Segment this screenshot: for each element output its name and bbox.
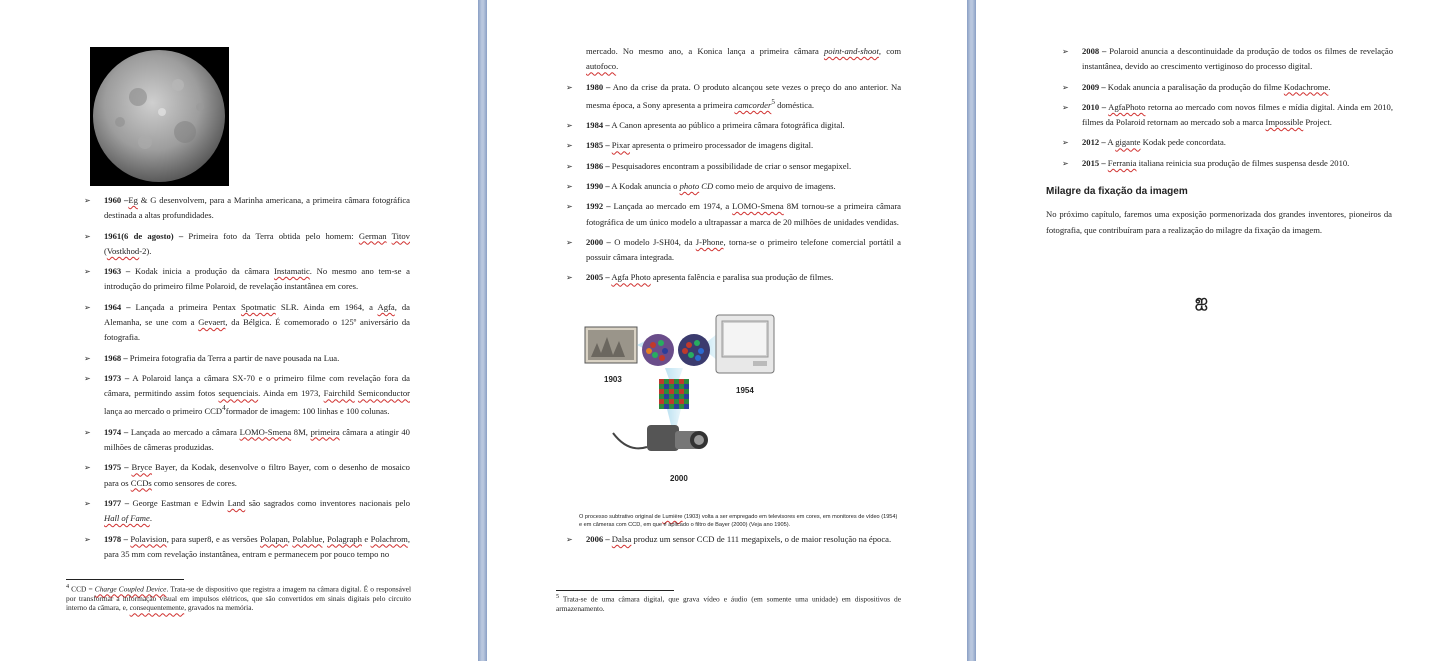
footnote-separator [556,590,674,591]
entry-text: 2006 – Dalsa produz um sensor CCD de 111 megapixels, o de maior resolução na época. [586,534,892,544]
document-page-1[interactable] [0,0,478,661]
arrow-bullet-icon: ➢ [84,373,91,383]
arrow-bullet-icon: ➢ [566,121,573,131]
arrow-bullet-icon: ➢ [566,535,573,544]
entry-text: 1974 – Lançada ao mercado a câmara LOMO-Smena 8M, primeira câmara a atingir 40 milhões de câmeras produzidas. [104,426,410,453]
page3-section [1046,172,1392,238]
continuation-text: mercado. No mesmo ano, a Konica lança a primeira câmara point-and-shoot, com autofoco. [586,46,902,72]
timeline-entry [1060,135,1393,150]
process-figure [583,313,783,488]
page3-body [1060,44,1393,176]
timeline-entry [1060,80,1393,95]
arrow-bullet-icon: ➢ [84,267,91,277]
entry-text: 1975 – Bryce Bayer, da Kodak, desenvolve o filtro Bayer, com o desenho de mosaico para os CCDs como sensores de cores. [104,462,410,488]
timeline-entry [564,80,901,113]
entry-text: 1978 – Polavision, para super8, e as versões Polapan, Polablue, Polagraph e Polachrom, para 35 mm com revelação instantânea, entram e permanecem por pouco tempo no [104,533,410,559]
timeline-entry [82,460,410,491]
page-gutter-right [967,0,976,661]
arrow-bullet-icon: ➢ [84,353,91,363]
entry-text: 2008 – Polaroid anuncia a descontinuidade da produção de todos os filmes de revelação instantânea, devido ao crescimento vertiginoso do processo digital. [1082,46,1394,72]
page2-body [564,44,901,291]
arrow-bullet-icon: ➢ [566,141,573,151]
arrow-bullet-icon: ➢ [84,302,91,312]
page-gutter-left [478,0,487,661]
arrow-bullet-icon: ➢ [84,231,91,241]
entry-text: 2015 – Ferrania italiana reinicia sua produção de filmes suspensa desde 2010. [1082,157,1350,168]
entry-text: 1985 – Pixar apresenta o primeiro processador de imagens digital. [586,140,814,151]
arrow-bullet-icon: ➢ [566,202,573,212]
arrow-bullet-icon: ➢ [566,273,573,283]
timeline-entry [82,425,410,456]
timeline-entry [82,532,410,563]
entry-text: 1977 – George Eastman e Edwin Land são sagrados como inventores nacionais pelo Hall of Fame. [104,497,410,524]
timeline-entry [82,193,410,224]
moon-photo [90,47,229,186]
arrow-bullet-icon: ➢ [84,498,91,508]
entry-text: 1986 – Pesquisadores encontram a possibilidade de criar o sensor megapixel. [586,160,852,171]
timeline-entry [82,351,410,366]
entry-text: 1990 – A Kodak anuncia o photo CD como meio de arquivo de imagens. [586,180,836,191]
entry-text: 1964 – Lançada a primeira Pentax Spotmatic SLR. Ainda em 1964, a Agfa, da Alemanha, se une com a Gevaert, da Bélgica. É comemorado o 125º aniversário da fotografia. [104,301,410,343]
ornament-icon: ஐ [1195,293,1208,310]
arrow-bullet-icon: ➢ [84,427,91,437]
arrow-bullet-icon: ➢ [566,237,573,247]
arrow-bullet-icon: ➢ [1062,82,1069,92]
entry-text: 1961(6 de agosto) – Primeira foto da Terra obtida pelo homem: German Titov (Vostkhod-2). [104,230,410,256]
timeline-entry [564,199,901,230]
arrow-bullet-icon: ➢ [84,534,91,544]
section-heading: Milagre da fixação da imagem [1046,186,1188,197]
entry-text: 2010 – AgfaPhoto retorna ao mercado com novos filmes e mídia digital. Ainda em 2010, filmes da Polaroid retornam ao mercado sob a marca Impossible Project. [1082,101,1393,128]
arrow-bullet-icon: ➢ [566,82,573,92]
entry-text: 1992 – Lançada ao mercado em 1974, a LOMO-Smena 8M tornou-se a primeira câmara fotográfica de um único modelo a ultrapassar a marca de 20 milhões de unidades vendidas. [586,201,901,227]
arrow-bullet-icon: ➢ [84,196,91,205]
timeline-entry [82,264,410,295]
timeline-entry [1060,44,1393,75]
timeline-entry [564,179,901,194]
timeline-entry [564,138,901,153]
timeline-entry [82,371,410,420]
timeline-list [564,532,901,547]
timeline-list [564,80,901,286]
arrow-bullet-icon: ➢ [1062,102,1069,112]
page1-body [82,193,410,567]
timeline-entry [82,229,410,260]
footnote-separator [66,579,184,580]
entry-text: 1960 –Eg & G desenvolvem, para a Marinha americana, a primeira câmara fotográfica destinada a altas profundidades. [104,195,410,221]
arrow-bullet-icon: ➢ [1062,138,1069,148]
entry-text: 1973 – A Polaroid lança a câmara SX-70 e o primeiro filme com revelação fora da câmara, permitindo assim fotos sequenciais. Ainda em 1973, Fairchild Semiconductor lança ao mercado o primeiro CCD$^4$formador de imagem: 100 linhas e 100 colunas. [104,372,410,417]
entry-text: 1963 – Kodak inicia a produção da câmara Instamatic. No mesmo ano tem-se a introdução do primeiro filme Polaroid, de revelação instantânea em cores. [104,266,410,292]
timeline-entry [82,300,410,346]
arrow-bullet-icon: ➢ [566,181,573,191]
timeline-entry [564,118,901,133]
timeline-entry [1060,156,1393,171]
timeline-entry [564,532,901,547]
bayer-filter-grid [659,379,689,409]
page2-body-2006 [564,532,901,552]
arrow-bullet-icon: ➢ [84,463,91,473]
entry-text: 2009 – Kodak anuncia a paralisação da produção do filme Kodachrome. [1082,81,1331,92]
figure-label-2000: 2000 [670,474,688,483]
footnote-4: $^4$ CCD = Charge Coupled Device. Trata-se de dispositivo que registra a imagem na câmara digital. É o responsável por transformar a informação visual em impulsos elétricos, que são convertidos em sinais digitais pelo circuito interno da câmara, e, consequentemente, gravados na memória. [66,584,411,613]
camera-icon [613,425,708,451]
timeline-entry [1060,100,1393,131]
timeline-entry [564,159,901,174]
timeline-list [1060,44,1393,171]
document-page-2[interactable] [487,0,967,661]
figure-label-1903: 1903 [604,375,622,384]
timeline-entry [564,270,901,285]
figure-label-1954: 1954 [736,386,754,395]
timeline-entry [564,235,901,266]
arrow-bullet-icon: ➢ [1062,47,1069,56]
entry-text: 1984 – A Canon apresenta ao público a primeira câmara fotográfica digital. [586,120,845,131]
arrow-bullet-icon: ➢ [566,161,573,171]
arrow-bullet-icon: ➢ [1062,158,1069,168]
entry-text: 2000 – O modelo J-SH04, da J-Phone, torna-se o primeiro telefone comercial portátil a possuir câmara integrada. [586,236,901,263]
section-paragraph: No próximo capítulo, faremos uma exposição pormenorizada dos grandes inventores, pioneiros da fotografia, que contribuíram para a realização do milagre da fixação da imagem. [1046,209,1392,235]
document-page-3[interactable] [976,0,1452,661]
entry-text: 2012 – A gigante Kodak pede concordata. [1082,137,1226,148]
entry-text: 1980 – Ano da crise da prata. O produto alcançou sete vezes o preço do ano anterior. Na mesma época, a Sony apresenta a primeira camcorder$^5$ doméstica. [586,81,902,110]
timeline-list [82,193,410,562]
footnote-5: $^5$ Trata-se de uma câmara digital, que grava vídeo e áudio (em somente uma unidade) em dispositivos de armazenamento. [556,594,901,613]
timeline-entry [82,496,410,527]
figure-caption: O processo subtrativo original de Lumière (1903) volta a ser empregado em televisores em cores, em monitores de vídeo (1954) e em câmeras com CCD, em que é aplicado o filtro de Bayer (2000) (Veja ano 1905). [579,514,898,528]
entry-text: 2005 – Agfa Photo apresenta falência e paralisa sua produção de filmes. [586,272,834,283]
entry-text: 1968 – Primeira fotografia da Terra a partir de nave pousada na Lua. [104,352,340,363]
